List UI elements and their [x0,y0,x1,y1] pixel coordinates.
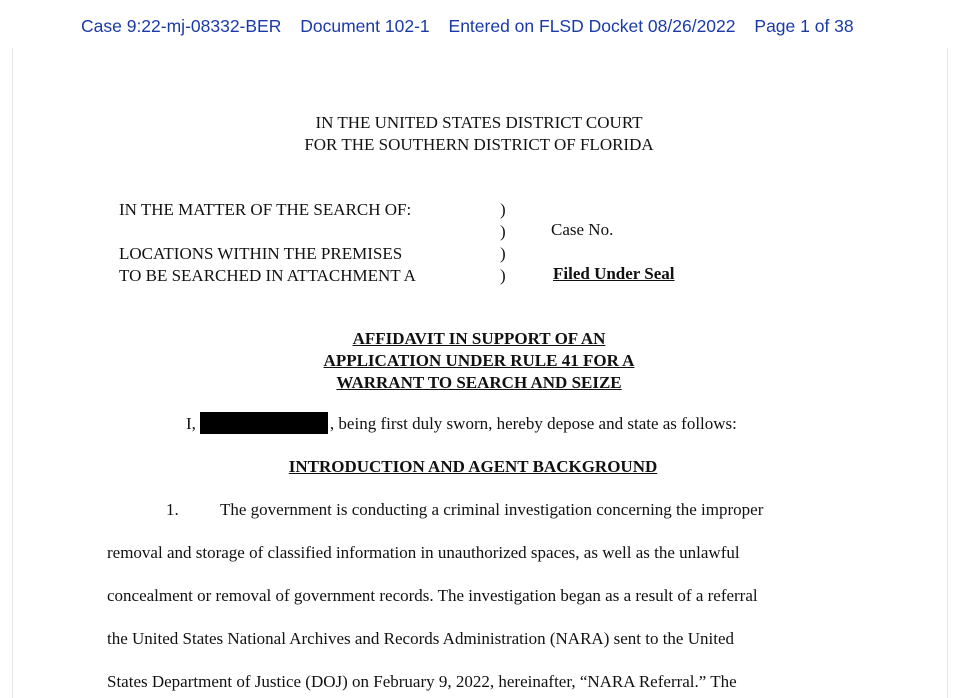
docket-stamp [81,16,901,37]
paragraph-line: States Department of Justice (DOJ) on February 9, 2022, hereinafter, “NARA Referral.” The [107,672,737,691]
page-indicator: Page 1 of 38 [754,16,854,36]
paragraph-line: the United States National Archives and Records Administration (NARA) sent to the United [107,629,734,648]
document-number: Document 102-1 [300,16,430,36]
redaction-block [200,412,328,434]
paren: ) [500,200,506,219]
paragraph-line: removal and storage of classified information in unauthorized spaces, as well as the unlawful [107,543,740,562]
title-line-2: APPLICATION UNDER RULE 41 FOR A [323,351,635,370]
title-line-1: AFFIDAVIT IN SUPPORT OF AN [352,329,606,348]
case-no-label: Case No. [551,220,614,239]
court-heading [0,112,958,156]
locations-line-1: LOCATIONS WITHIN THE PREMISES [119,244,403,263]
paragraph-line: concealment or removal of government records. The investigation began as a result of a referral [107,586,758,605]
matter-label: IN THE MATTER OF THE SEARCH OF: [119,200,412,219]
locations-line-2: TO BE SEARCHED IN ATTACHMENT A [119,266,416,285]
affidavit-title [0,328,958,394]
paragraph-line: The government is conducting a criminal investigation concerning the improper [220,500,764,519]
oath-prefix: I, [186,414,196,433]
paren: ) [500,244,506,263]
oath-statement [186,412,737,434]
section-heading: INTRODUCTION AND AGENT BACKGROUND [288,457,658,476]
filed-under-seal: Filed Under Seal [553,264,675,283]
caption-matter [119,199,416,287]
docket-entry: Entered on FLSD Docket 08/26/2022 [448,16,736,36]
title-line-3: WARRANT TO SEARCH AND SEIZE [336,373,622,392]
case-number: Case 9:22-mj-08332-BER [81,16,282,36]
court-line-1: IN THE UNITED STATES DISTRICT COURT [315,113,643,132]
court-line-2: FOR THE SOUTHERN DISTRICT OF FLORIDA [304,135,654,154]
paragraph-number: 1. [166,500,179,519]
caption-parentheses [500,199,506,287]
paren: ) [500,266,506,285]
paren: ) [500,222,506,241]
oath-suffix: , being first duly sworn, hereby depose and state as follows: [329,414,737,433]
